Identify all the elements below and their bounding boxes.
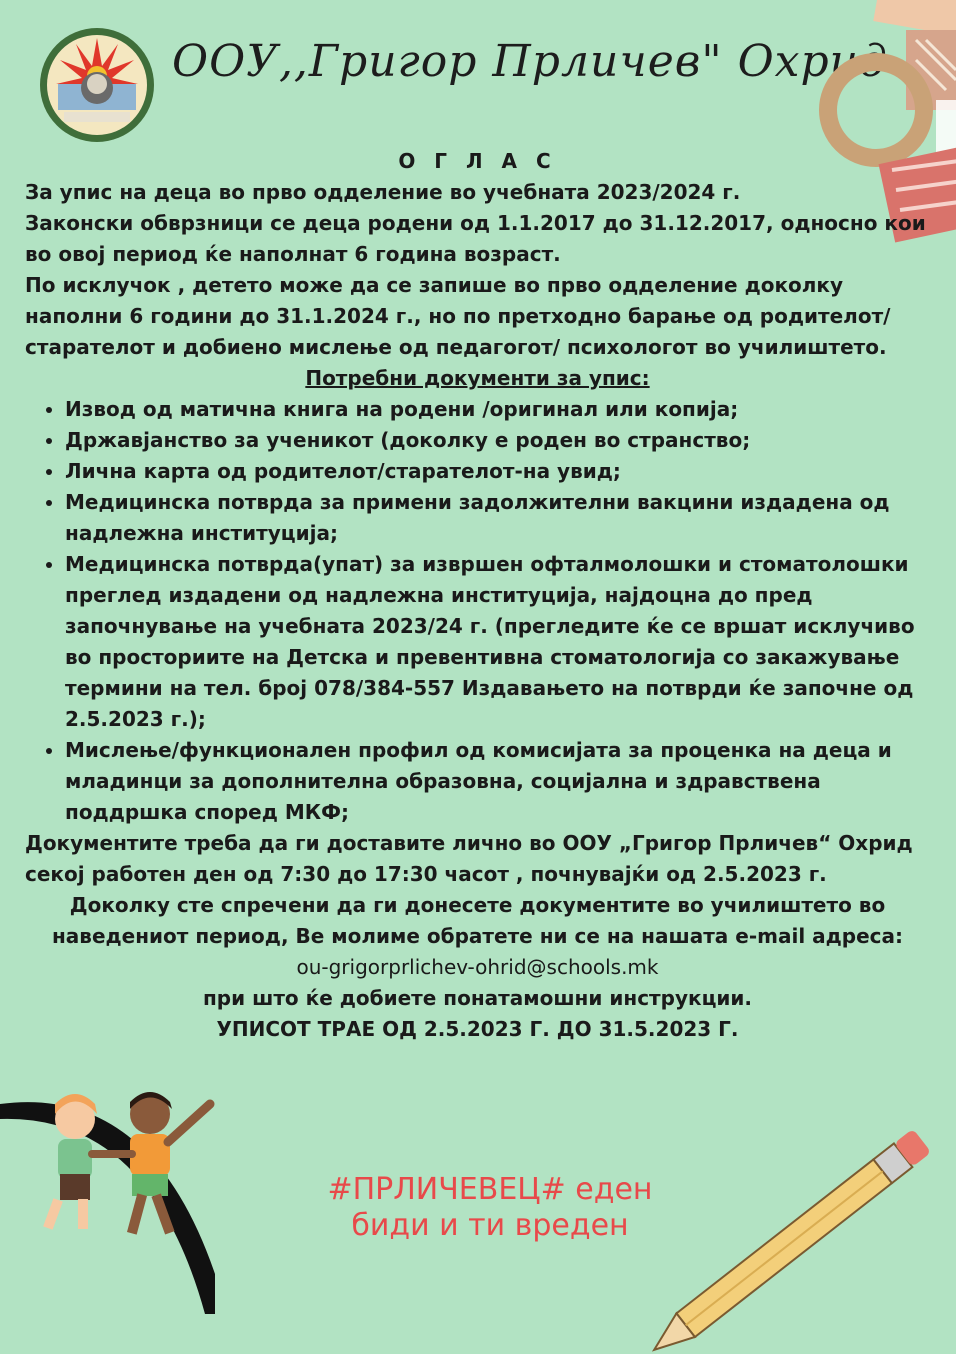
required-docs-title: Потребни документи за упис: — [305, 366, 650, 390]
school-logo — [38, 26, 156, 144]
doc-item: • Медицинска потврда(упат) за извршен офталмолошки и стоматолошки преглед издадени од надлежна институција, најдоцна до пред започнување на учебната 2023/24 г. (прегледите ќе се вршат исклучиво во просториите на Детска и превентивна стоматологија со закажување термини на тел. број 078/384-557 Издавањето на потврди ќе започне од 2.5.2023 г.); — [65, 549, 930, 735]
notice-intro-2: Законски обврзници се деца родени од 1.1.2017 до 31.12.2017, односно кои во овој период ќе наполнат 6 година возраст. — [25, 211, 926, 266]
school-name-title: ООУ,,Григор Прличев" Охрид — [172, 36, 888, 87]
delivery-info: Документите треба да ги доставите лично во ООУ „Григор Прличев“ Охрид секој работен ден од 7:30 до 17:30 часот , почнувајќи од 2.5.2023 г. — [25, 831, 913, 886]
enrollment-period: УПИСОТ ТРАЕ ОД 2.5.2023 Г. ДО 31.5.2023 Г. — [216, 1017, 739, 1041]
notice-intro-3: По исклучок , детето може да се запише во прво одделение доколку наполни 6 години до 31.1.2024 г., но по претходно барање од родителот/старателот и добиено мислење од педагогот/ психологот во училиштето. — [25, 273, 891, 359]
notice-content — [25, 146, 930, 1045]
doc-item: • Медицинска потврда за примени задолжителни вакцини издадена од надлежна институција; — [65, 487, 930, 549]
required-docs-list — [25, 394, 930, 828]
instructions-info: при што ќе добиете понатамошни инструкции. — [202, 986, 753, 1010]
doc-item: • Лична карта од родителот/старателот-на увид; — [65, 456, 930, 487]
slogan-line-1: #ПРЛИЧЕВЕЦ# еден — [327, 1172, 653, 1207]
notice-heading: О Г Л А С — [398, 149, 557, 173]
kids-illustration — [0, 1074, 240, 1314]
contact-info: Доколку сте спречени да ги донесете документите во училиштето во наведениот период, Ве молиме обратете ни се на нашата e-mail адреса: — [51, 893, 904, 948]
pencil-illustration — [636, 1124, 956, 1354]
slogan — [290, 1172, 690, 1244]
doc-item: • Мислење/функционален профил од комисијата за проценка на деца и младинци за дополнителна образовна, социјална и здравствена поддршка според МКФ; — [65, 735, 930, 828]
slogan-line-2: биди и ти вреден — [351, 1208, 629, 1243]
notice-intro-1: За упис на деца во прво одделение во учебната 2023/2024 г. — [25, 180, 741, 204]
doc-item: • Државјанство за ученикот (доколку е роден во странство; — [65, 425, 930, 456]
doc-item: • Извод од матична книга на родени /оригинал или копија; — [65, 394, 930, 425]
contact-email[interactable]: ou-grigorprlichev-ohrid@schools.mk — [296, 955, 659, 979]
